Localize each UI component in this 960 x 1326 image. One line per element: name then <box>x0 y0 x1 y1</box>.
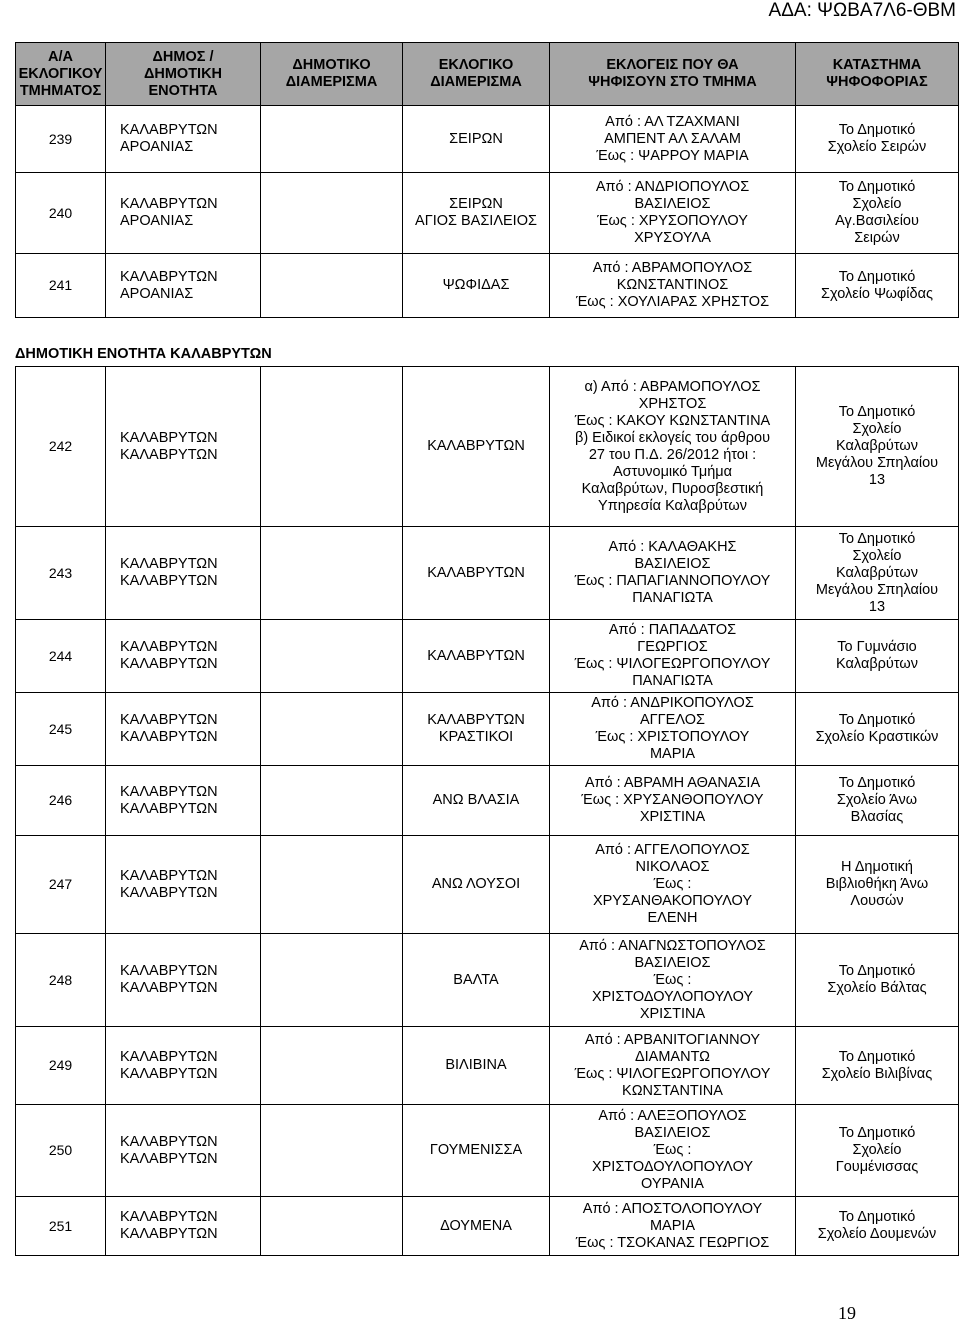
table-row <box>16 620 959 693</box>
table-row <box>16 766 959 836</box>
header-cell: ΕΚΛΟΓΙΚΟ ΔΙΑΜΕΡΙΣΜΑ <box>403 43 550 106</box>
table-row <box>16 1027 959 1105</box>
row-number: 240 <box>16 173 106 254</box>
row-number: 247 <box>16 836 106 934</box>
row-number: 239 <box>16 106 106 173</box>
station-cell: Το Δημοτικό Σχολείο Κραστικών <box>796 693 959 766</box>
table-row <box>16 1105 959 1197</box>
row-number: 249 <box>16 1027 106 1105</box>
row-number: 248 <box>16 934 106 1027</box>
top-table <box>15 42 959 318</box>
eklogiko-cell: ΨΩΦΙΔΑΣ <box>403 254 550 318</box>
table-row <box>16 173 959 254</box>
municipality-cell: ΚΑΛΑΒΡΥΤΩΝ ΚΑΛΑΒΡΥΤΩΝ <box>106 620 261 693</box>
station-cell: Το Δημοτικό Σχολείο Αγ.Βασιλείου Σειρών <box>796 173 959 254</box>
eklogiko-cell: ΣΕΙΡΩΝ <box>403 106 550 173</box>
voters-cell: Από : ΑΛΕΞΟΠΟΥΛΟΣ ΒΑΣΙΛΕΙΟΣ Έως : ΧΡΙΣΤΟΔΟΥΛΟΠΟΥΛΟΥ ΟΥΡΑΝΙΑ <box>550 1105 796 1197</box>
station-cell: Το Δημοτικό Σχολείο Γουμένισσας <box>796 1105 959 1197</box>
municipality-cell: ΚΑΛΑΒΡΥΤΩΝ ΚΑΛΑΒΡΥΤΩΝ <box>106 693 261 766</box>
eklogiko-cell: ΒΑΛΤΑ <box>403 934 550 1027</box>
voters-cell: Από : ΑΝΔΡΙΟΠΟΥΛΟΣ ΒΑΣΙΛΕΙΟΣ Έως : ΧΡΥΣΟΠΟΥΛΟΥ ΧΡΥΣΟΥΛΑ <box>550 173 796 254</box>
eklogiko-cell: ΑΝΩ ΛΟΥΣΟΙ <box>403 836 550 934</box>
municipality-cell: ΚΑΛΑΒΡΥΤΩΝ ΚΑΛΑΒΡΥΤΩΝ <box>106 1197 261 1256</box>
dimotiko-cell <box>261 1197 403 1256</box>
header-cell: ΔΗΜΟΣ / ΔΗΜΟΤΙΚΗ ΕΝΟΤΗΤΑ <box>106 43 261 106</box>
municipality-cell: ΚΑΛΑΒΡΥΤΩΝ ΚΑΛΑΒΡΥΤΩΝ <box>106 1105 261 1197</box>
row-number: 243 <box>16 527 106 620</box>
row-number: 242 <box>16 367 106 527</box>
eklogiko-cell: ΚΑΛΑΒΡΥΤΩΝ ΚΡΑΣΤΙΚΟΙ <box>403 693 550 766</box>
dimotiko-cell <box>261 766 403 836</box>
municipality-cell: ΚΑΛΑΒΡΥΤΩΝ ΑΡΟΑΝΙΑΣ <box>106 254 261 318</box>
eklogiko-cell: ΓΟΥΜΕΝΙΣΣΑ <box>403 1105 550 1197</box>
dimotiko-cell <box>261 106 403 173</box>
dimotiko-cell <box>261 527 403 620</box>
station-cell: Το Δημοτικό Σχολείο Άνω Βλασίας <box>796 766 959 836</box>
header-cell: ΔΗΜΟΤΙΚΟ ΔΙΑΜΕΡΙΣΜΑ <box>261 43 403 106</box>
dimotiko-cell <box>261 173 403 254</box>
municipality-cell: ΚΑΛΑΒΡΥΤΩΝ ΚΑΛΑΒΡΥΤΩΝ <box>106 766 261 836</box>
station-cell: Το Δημοτικό Σχολείο Σειρών <box>796 106 959 173</box>
eklogiko-cell: ΚΑΛΑΒΡΥΤΩΝ <box>403 527 550 620</box>
municipality-cell: ΚΑΛΑΒΡΥΤΩΝ ΚΑΛΑΒΡΥΤΩΝ <box>106 527 261 620</box>
table-row <box>16 1197 959 1256</box>
eklogiko-cell: ΣΕΙΡΩΝ ΑΓΙΟΣ ΒΑΣΙΛΕΙΟΣ <box>403 173 550 254</box>
voters-cell: Από : ΠΑΠΑΔΑΤΟΣ ΓΕΩΡΓΙΟΣ Έως : ΨΙΛΟΓΕΩΡΓΟΠΟΥΛΟΥ ΠΑΝΑΓΙΩΤΑ <box>550 620 796 693</box>
dimotiko-cell <box>261 836 403 934</box>
dimotiko-cell <box>261 367 403 527</box>
eklogiko-cell: ΑΝΩ ΒΛΑΣΙΑ <box>403 766 550 836</box>
station-cell: Το Δημοτικό Σχολείο Δουμενών <box>796 1197 959 1256</box>
eklogiko-cell: ΚΑΛΑΒΡΥΤΩΝ <box>403 367 550 527</box>
station-cell: Η Δημοτική Βιβλιοθήκη Άνω Λουσών <box>796 836 959 934</box>
municipality-cell: ΚΑΛΑΒΡΥΤΩΝ ΚΑΛΑΒΡΥΤΩΝ <box>106 934 261 1027</box>
dimotiko-cell <box>261 620 403 693</box>
ada-code: ΑΔΑ: ΨΩΒΑ7Λ6-ΘΒΜ <box>768 0 956 21</box>
table-row <box>16 106 959 173</box>
station-cell: Το Δημοτικό Σχολείο Ψωφίδας <box>796 254 959 318</box>
municipality-cell: ΚΑΛΑΒΡΥΤΩΝ ΚΑΛΑΒΡΥΤΩΝ <box>106 367 261 527</box>
dimotiko-cell <box>261 934 403 1027</box>
unit-title: ΔΗΜΟΤΙΚΗ ΕΝΟΤΗΤΑ ΚΑΛΑΒΡΥΤΩΝ <box>15 346 272 362</box>
voters-cell: α) Από : ΑΒΡΑΜΟΠΟΥΛΟΣ ΧΡΗΣΤΟΣ Έως : ΚΑΚΟΥ ΚΩΝΣΤΑΝΤΙΝΑ β) Ειδικοί εκλογείς του άρθρου 27 του Π.Δ. 26/2012 ήτοι : Αστυνομικό Τμήμα Καλαβρύτων, Πυροσβεστική Υπηρεσία Καλαβρύτων <box>550 367 796 527</box>
page-number: 19 <box>838 1303 856 1323</box>
voters-cell: Από : ΑΒΡΑΜΗ ΑΘΑΝΑΣΙΑ Έως : ΧΡΥΣΑΝΘΟΠΟΥΛΟΥ ΧΡΙΣΤΙΝΑ <box>550 766 796 836</box>
voters-cell: Από : ΑΠΟΣΤΟΛΟΠΟΥΛΟΥ ΜΑΡΙΑ Έως : ΤΣΟΚΑΝΑΣ ΓΕΩΡΓΙΟΣ <box>550 1197 796 1256</box>
table-row <box>16 527 959 620</box>
voters-cell: Από : ΑΓΓΕΛΟΠΟΥΛΟΣ ΝΙΚΟΛΑΟΣ Έως : ΧΡΥΣΑΝΘΑΚΟΠΟΥΛΟΥ ΕΛΕΝΗ <box>550 836 796 934</box>
eklogiko-cell: ΔΟΥΜΕΝΑ <box>403 1197 550 1256</box>
station-cell: Το Δημοτικό Σχολείο Καλαβρύτων Μεγάλου Σπηλαίου 13 <box>796 367 959 527</box>
header-cell: ΕΚΛΟΓΕΙΣ ΠΟΥ ΘΑ ΨΗΦΙΣΟΥΝ ΣΤΟ ΤΜΗΜΑ <box>550 43 796 106</box>
dimotiko-cell <box>261 254 403 318</box>
header-row <box>16 43 959 106</box>
table-row <box>16 934 959 1027</box>
row-number: 245 <box>16 693 106 766</box>
row-number: 244 <box>16 620 106 693</box>
main-table <box>15 366 959 1256</box>
station-cell: Το Δημοτικό Σχολείο Βάλτας <box>796 934 959 1027</box>
voters-cell: Από : ΑΛ ΤΖΑΧΜΑΝΙ ΑΜΠΕΝΤ ΑΛ ΣΑΛΑΜ Έως : ΨΑΡΡΟΥ ΜΑΡΙΑ <box>550 106 796 173</box>
voters-cell: Από : ΑΝΔΡΙΚΟΠΟΥΛΟΣ ΑΓΓΕΛΟΣ Έως : ΧΡΙΣΤΟΠΟΥΛΟΥ ΜΑΡΙΑ <box>550 693 796 766</box>
voters-cell: Από : ΚΑΛΑΘΑΚΗΣ ΒΑΣΙΛΕΙΟΣ Έως : ΠΑΠΑΓΙΑΝΝΟΠΟΥΛΟΥ ΠΑΝΑΓΙΩΤΑ <box>550 527 796 620</box>
row-number: 250 <box>16 1105 106 1197</box>
voters-cell: Από : ΑΒΡΑΜΟΠΟΥΛΟΣ ΚΩΝΣΤΑΝΤΙΝΟΣ Έως : ΧΟΥΛΙΑΡΑΣ ΧΡΗΣΤΟΣ <box>550 254 796 318</box>
municipality-cell: ΚΑΛΑΒΡΥΤΩΝ ΑΡΟΑΝΙΑΣ <box>106 106 261 173</box>
eklogiko-cell: ΒΙΛΙΒΙΝΑ <box>403 1027 550 1105</box>
voters-cell: Από : ΑΝΑΓΝΩΣΤΟΠΟΥΛΟΣ ΒΑΣΙΛΕΙΟΣ Έως : ΧΡΙΣΤΟΔΟΥΛΟΠΟΥΛΟΥ ΧΡΙΣΤΙΝΑ <box>550 934 796 1027</box>
dimotiko-cell <box>261 693 403 766</box>
station-cell: Το Γυμνάσιο Καλαβρύτων <box>796 620 959 693</box>
header-cell: Α/Α ΕΚΛΟΓΙΚΟΥ ΤΜΗΜΑΤΟΣ <box>16 43 106 106</box>
row-number: 246 <box>16 766 106 836</box>
dimotiko-cell <box>261 1027 403 1105</box>
municipality-cell: ΚΑΛΑΒΡΥΤΩΝ ΚΑΛΑΒΡΥΤΩΝ <box>106 836 261 934</box>
voters-cell: Από : ΑΡΒΑΝΙΤΟΓΙΑΝΝΟΥ ΔΙΑΜΑΝΤΩ Έως : ΨΙΛΟΓΕΩΡΓΟΠΟΥΛΟΥ ΚΩΝΣΤΑΝΤΙΝΑ <box>550 1027 796 1105</box>
table-row <box>16 693 959 766</box>
municipality-cell: ΚΑΛΑΒΡΥΤΩΝ ΚΑΛΑΒΡΥΤΩΝ <box>106 1027 261 1105</box>
table-row <box>16 254 959 318</box>
municipality-cell: ΚΑΛΑΒΡΥΤΩΝ ΑΡΟΑΝΙΑΣ <box>106 173 261 254</box>
table-row <box>16 367 959 527</box>
station-cell: Το Δημοτικό Σχολείο Καλαβρύτων Μεγάλου Σπηλαίου 13 <box>796 527 959 620</box>
eklogiko-cell: ΚΑΛΑΒΡΥΤΩΝ <box>403 620 550 693</box>
dimotiko-cell <box>261 1105 403 1197</box>
row-number: 251 <box>16 1197 106 1256</box>
station-cell: Το Δημοτικό Σχολείο Βιλιβίνας <box>796 1027 959 1105</box>
table-row <box>16 836 959 934</box>
header-cell: ΚΑΤΑΣΤΗΜΑ ΨΗΦΟΦΟΡΙΑΣ <box>796 43 959 106</box>
row-number: 241 <box>16 254 106 318</box>
